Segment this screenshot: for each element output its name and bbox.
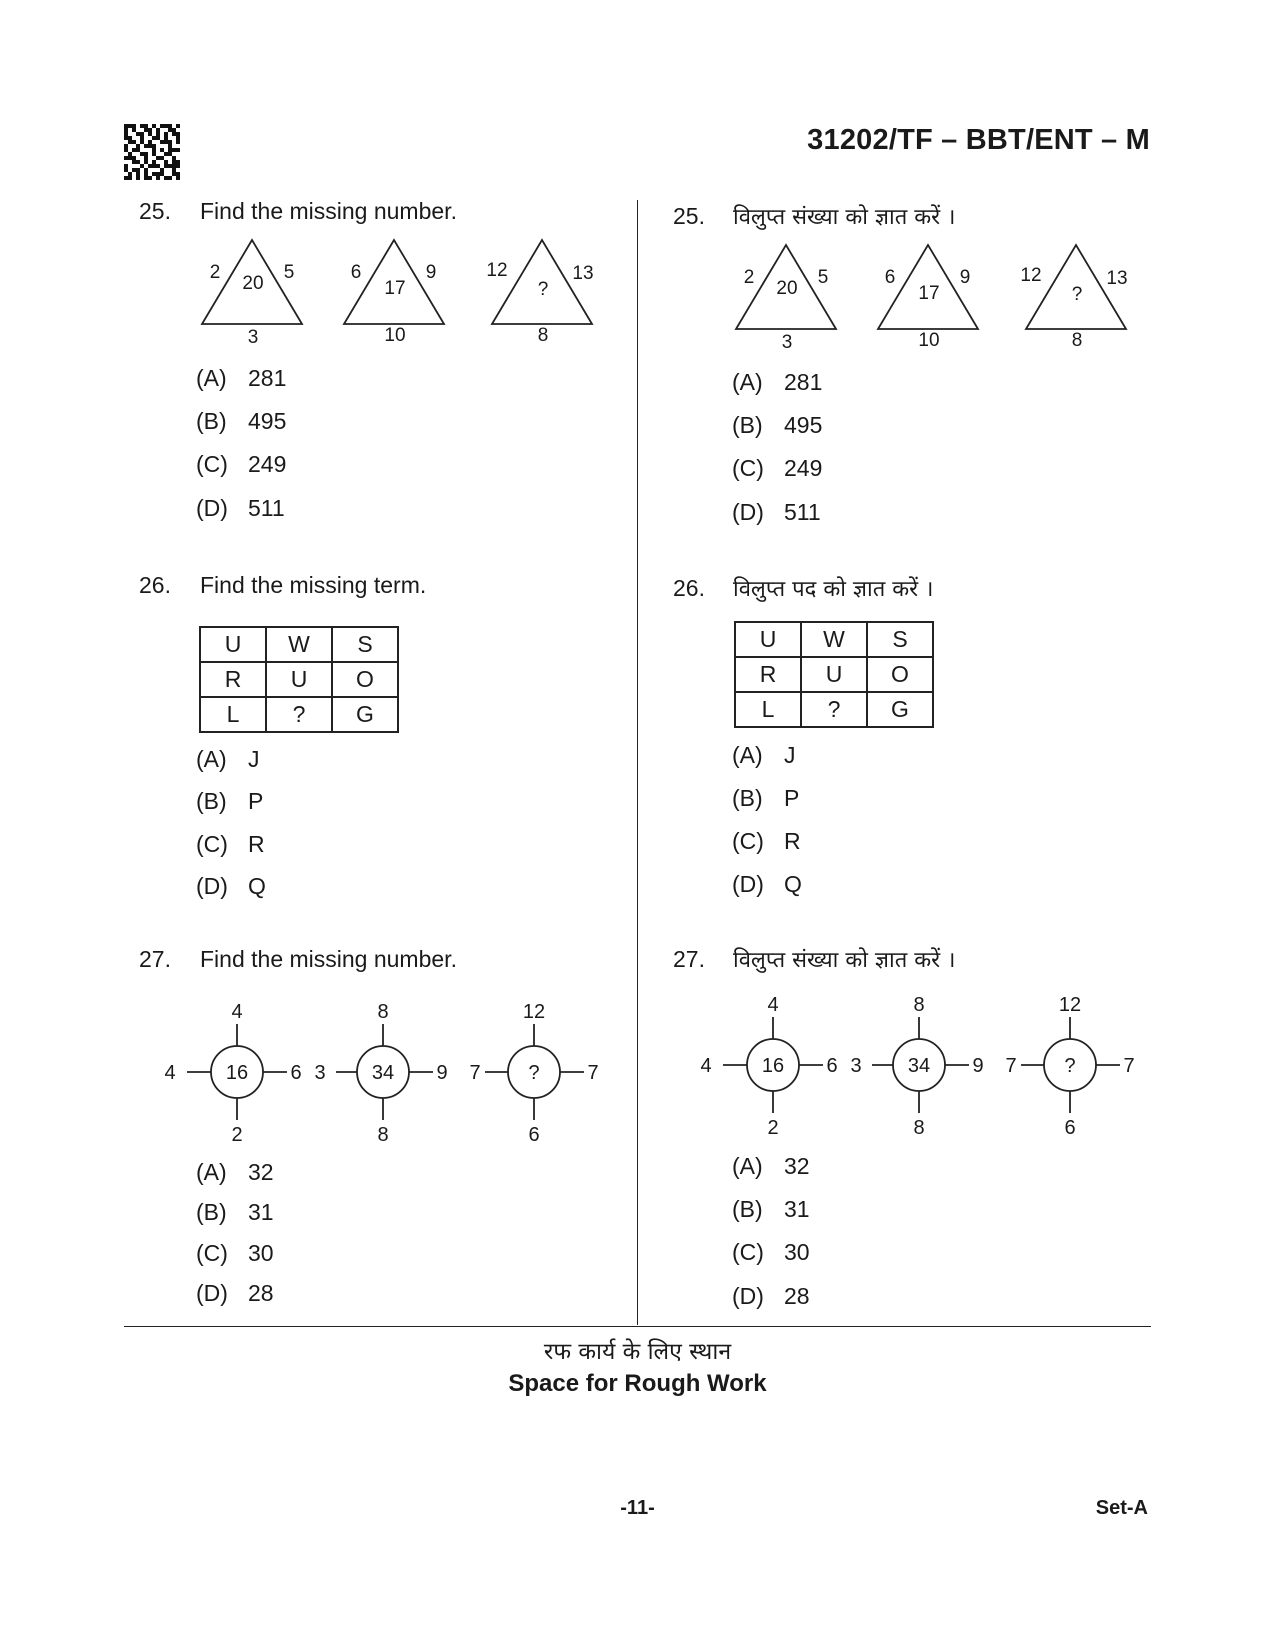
circle-2-right: 9 bbox=[436, 1062, 448, 1084]
option[interactable]: (B) P bbox=[732, 785, 800, 811]
rough-work-title-hindi: रफ कार्य के लिए स्थान bbox=[543, 1339, 732, 1365]
circle-2-right: 9 bbox=[972, 1055, 984, 1077]
circles-figure bbox=[696, 985, 1156, 1135]
bottom-rule bbox=[124, 1326, 1151, 1327]
option[interactable]: (D) Q bbox=[196, 873, 266, 899]
circle-2-bottom: 8 bbox=[913, 1117, 925, 1135]
question-number: 27. bbox=[673, 946, 705, 972]
triangle-2-center: 17 bbox=[384, 278, 406, 299]
question-text: विलुप्त संख्या को ज्ञात करें । bbox=[733, 205, 956, 230]
circle-2-center: 34 bbox=[371, 1062, 395, 1084]
triangle-1-bottom: 3 bbox=[781, 332, 793, 353]
circles-figure bbox=[160, 992, 620, 1142]
triangle-1-right: 5 bbox=[283, 262, 295, 283]
option[interactable]: (A) J bbox=[732, 742, 796, 768]
circle-1-center: 16 bbox=[761, 1055, 785, 1077]
triangle-1-left: 2 bbox=[743, 267, 755, 288]
letter-grid: U W S R U O L ? G bbox=[734, 621, 934, 728]
question-number: 25. bbox=[139, 198, 171, 224]
circle-3-bottom: 6 bbox=[528, 1124, 540, 1142]
circle-3-top: 12 bbox=[522, 1001, 546, 1023]
question-number: 25. bbox=[673, 203, 705, 229]
circle-1-bottom: 2 bbox=[231, 1124, 243, 1142]
triangle-3-bottom: 8 bbox=[1071, 330, 1083, 351]
option[interactable]: (D) Q bbox=[732, 871, 802, 897]
triangle-1-bottom: 3 bbox=[247, 327, 259, 348]
paper-code: 31202/TF – BBT/ENT – M bbox=[807, 124, 1150, 156]
triangle-3-left: 12 bbox=[1020, 265, 1042, 286]
circle-2-left: 3 bbox=[314, 1062, 326, 1084]
circle-2-left: 3 bbox=[850, 1055, 862, 1077]
circle-1-bottom: 2 bbox=[767, 1117, 779, 1135]
triangle-2-right: 9 bbox=[959, 267, 971, 288]
circle-1-left: 4 bbox=[164, 1062, 176, 1084]
option[interactable]: (A) 32 bbox=[196, 1159, 274, 1185]
triangle-3-right: 13 bbox=[572, 263, 594, 284]
option[interactable]: (C) 249 bbox=[196, 451, 287, 477]
option[interactable]: (C) 30 bbox=[732, 1239, 810, 1265]
circle-2-bottom: 8 bbox=[377, 1124, 389, 1142]
option[interactable]: (B) 31 bbox=[196, 1199, 274, 1225]
circle-3-right: 7 bbox=[587, 1062, 599, 1084]
triangle-3-bottom: 8 bbox=[537, 325, 549, 346]
option[interactable]: (D) 28 bbox=[196, 1280, 274, 1306]
option[interactable]: (A) 281 bbox=[732, 369, 823, 395]
circle-1-right: 6 bbox=[826, 1055, 838, 1077]
question-text: विलुप्त पद को ज्ञात करें । bbox=[733, 577, 934, 602]
triangle-2-bottom: 10 bbox=[384, 325, 406, 346]
triangle-3-left: 12 bbox=[486, 260, 508, 281]
triangle-2-right: 9 bbox=[425, 262, 437, 283]
triangle-2-bottom: 10 bbox=[918, 330, 940, 351]
circle-3-left: 7 bbox=[469, 1062, 481, 1084]
circle-2-top: 8 bbox=[377, 1001, 389, 1023]
circle-3-left: 7 bbox=[1005, 1055, 1017, 1077]
circle-1-top: 4 bbox=[767, 994, 779, 1016]
letter-grid: U W S R U O L ? G bbox=[199, 626, 399, 733]
rough-work-title: Space for Rough Work bbox=[508, 1370, 767, 1397]
question-number: 27. bbox=[139, 946, 171, 972]
option[interactable]: (C) R bbox=[196, 831, 265, 857]
option[interactable]: (D) 511 bbox=[732, 499, 821, 525]
circle-1-right: 6 bbox=[290, 1062, 302, 1084]
question-number: 26. bbox=[139, 572, 171, 598]
option[interactable]: (B) 495 bbox=[732, 412, 823, 438]
circle-1-center: 16 bbox=[225, 1062, 249, 1084]
triangle-3-center: ? bbox=[1071, 284, 1083, 305]
qr-code-icon bbox=[124, 124, 180, 180]
triangles-figure bbox=[190, 228, 610, 348]
option[interactable]: (A) 32 bbox=[732, 1153, 810, 1179]
option[interactable]: (C) 249 bbox=[732, 455, 823, 481]
circle-2-center: 34 bbox=[907, 1055, 931, 1077]
triangle-3-right: 13 bbox=[1106, 268, 1128, 289]
question-text: विलुप्त संख्या को ज्ञात करें । bbox=[733, 948, 956, 973]
triangle-2-left: 6 bbox=[350, 262, 362, 283]
option[interactable]: (B) 495 bbox=[196, 408, 287, 434]
circle-3-bottom: 6 bbox=[1064, 1117, 1076, 1135]
circle-3-center: ? bbox=[528, 1062, 540, 1084]
triangle-1-center: 20 bbox=[776, 278, 798, 299]
page-number: -11- bbox=[620, 1497, 655, 1519]
triangles-figure bbox=[724, 233, 1144, 353]
option[interactable]: (C) 30 bbox=[196, 1240, 274, 1266]
triangle-1-left: 2 bbox=[209, 262, 221, 283]
question-text: Find the missing number. bbox=[200, 198, 457, 224]
triangle-3-center: ? bbox=[537, 279, 549, 300]
question-number: 26. bbox=[673, 575, 705, 601]
option[interactable]: (C) R bbox=[732, 828, 801, 854]
option[interactable]: (B) P bbox=[196, 788, 264, 814]
triangle-1-center: 20 bbox=[242, 273, 264, 294]
circle-3-center: ? bbox=[1064, 1055, 1076, 1077]
set-label: Set-A bbox=[1095, 1497, 1148, 1519]
triangle-1-right: 5 bbox=[817, 267, 829, 288]
circle-3-top: 12 bbox=[1058, 994, 1082, 1016]
option[interactable]: (A) J bbox=[196, 746, 260, 772]
triangle-2-center: 17 bbox=[918, 283, 940, 304]
triangle-2-left: 6 bbox=[884, 267, 896, 288]
question-text: Find the missing term. bbox=[200, 572, 427, 598]
column-divider bbox=[637, 200, 638, 1325]
question-text: Find the missing number. bbox=[200, 946, 457, 972]
circle-2-top: 8 bbox=[913, 994, 925, 1016]
circle-3-right: 7 bbox=[1123, 1055, 1135, 1077]
option[interactable]: (D) 511 bbox=[196, 495, 285, 521]
circle-1-left: 4 bbox=[700, 1055, 712, 1077]
option[interactable]: (D) 28 bbox=[732, 1283, 810, 1309]
option[interactable]: (B) 31 bbox=[732, 1196, 810, 1222]
circle-1-top: 4 bbox=[231, 1001, 243, 1023]
option[interactable]: (A) 281 bbox=[196, 365, 287, 391]
